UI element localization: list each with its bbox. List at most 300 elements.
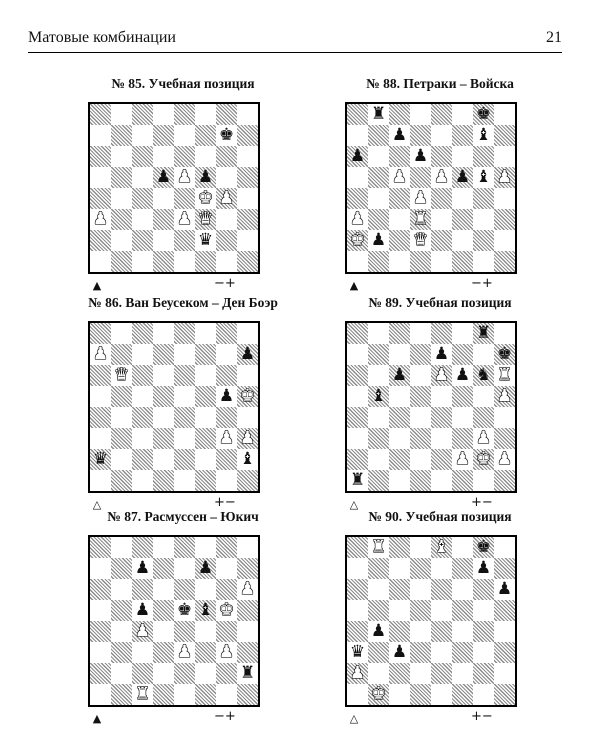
square-e8	[174, 537, 195, 558]
square-g4	[216, 621, 237, 642]
black-pawn-icon: ♟	[239, 344, 256, 364]
square-h3	[237, 642, 258, 663]
black-pawn-icon: ♟	[218, 386, 235, 406]
square-e2	[174, 230, 195, 251]
square-a4	[90, 621, 111, 642]
square-e3	[174, 428, 195, 449]
square-h3	[237, 209, 258, 230]
white-bishop-icon: ♝	[433, 537, 450, 557]
square-d7	[410, 125, 431, 146]
square-h6	[494, 365, 515, 386]
square-g7	[473, 344, 494, 365]
square-g3	[473, 209, 494, 230]
square-a4	[347, 188, 368, 209]
square-b3	[111, 642, 132, 663]
square-f7	[452, 344, 473, 365]
square-f8	[195, 537, 216, 558]
side-to-move-marker: ▲	[92, 711, 102, 725]
square-f7	[195, 344, 216, 365]
square-a8	[347, 104, 368, 125]
square-g5	[473, 600, 494, 621]
square-a8	[90, 323, 111, 344]
square-c2	[389, 663, 410, 684]
square-d8	[153, 537, 174, 558]
white-king-icon: ♚	[197, 188, 214, 208]
black-pawn-icon: ♟	[391, 365, 408, 385]
square-c2	[132, 230, 153, 251]
square-a3	[90, 428, 111, 449]
square-g8	[473, 104, 494, 125]
square-h8	[494, 537, 515, 558]
black-bishop-icon: ♝	[475, 125, 492, 145]
square-a6	[347, 146, 368, 167]
black-pawn-icon: ♟	[454, 167, 471, 187]
square-b4	[111, 188, 132, 209]
square-f6	[452, 146, 473, 167]
square-h7	[494, 344, 515, 365]
square-c2	[132, 663, 153, 684]
black-king-icon: ♚	[475, 537, 492, 557]
square-d1	[410, 470, 431, 491]
square-e3	[431, 209, 452, 230]
square-d6	[410, 146, 431, 167]
square-a3	[347, 642, 368, 663]
square-c7	[132, 125, 153, 146]
white-pawn-icon: ♟	[176, 209, 193, 229]
square-c3	[389, 209, 410, 230]
square-g7	[473, 558, 494, 579]
square-f3	[452, 209, 473, 230]
square-h3	[494, 428, 515, 449]
result-evaluation: −+	[214, 276, 236, 291]
white-king-icon: ♚	[239, 386, 256, 406]
square-c8	[389, 537, 410, 558]
square-e7	[431, 125, 452, 146]
square-b4	[368, 621, 389, 642]
square-c8	[132, 104, 153, 125]
square-e7	[174, 344, 195, 365]
square-d6	[153, 365, 174, 386]
square-b6	[368, 365, 389, 386]
square-a3	[347, 209, 368, 230]
square-b6	[368, 579, 389, 600]
square-g2	[473, 449, 494, 470]
black-pawn-icon: ♟	[391, 642, 408, 662]
square-h4	[237, 188, 258, 209]
square-f8	[452, 323, 473, 344]
chess-board	[88, 102, 260, 274]
square-g1	[473, 251, 494, 272]
square-e6	[431, 579, 452, 600]
square-c2	[389, 230, 410, 251]
square-b2	[368, 663, 389, 684]
square-c4	[132, 188, 153, 209]
white-pawn-icon: ♟	[349, 209, 366, 229]
square-c4	[132, 621, 153, 642]
square-f5	[195, 600, 216, 621]
square-g6	[473, 146, 494, 167]
square-d2	[410, 230, 431, 251]
square-c3	[132, 428, 153, 449]
square-h6	[237, 365, 258, 386]
square-e2	[431, 449, 452, 470]
square-b8	[111, 323, 132, 344]
square-b3	[111, 428, 132, 449]
white-pawn-icon: ♟	[433, 365, 450, 385]
black-queen-icon: ♛	[92, 449, 109, 469]
square-g8	[473, 323, 494, 344]
square-b7	[368, 344, 389, 365]
square-g6	[473, 579, 494, 600]
square-g3	[473, 642, 494, 663]
white-pawn-icon: ♟	[433, 167, 450, 187]
square-b8	[368, 323, 389, 344]
square-h3	[494, 642, 515, 663]
square-b5	[368, 167, 389, 188]
square-e5	[174, 167, 195, 188]
square-c5	[389, 600, 410, 621]
square-b2	[111, 449, 132, 470]
square-c7	[389, 125, 410, 146]
white-pawn-icon: ♟	[475, 428, 492, 448]
square-e1	[431, 470, 452, 491]
black-pawn-icon: ♟	[349, 146, 366, 166]
square-e3	[174, 209, 195, 230]
square-e4	[431, 407, 452, 428]
result-evaluation: +−	[471, 495, 493, 510]
square-f4	[452, 188, 473, 209]
square-c4	[389, 407, 410, 428]
square-h5	[237, 386, 258, 407]
square-d2	[153, 449, 174, 470]
square-a7	[347, 558, 368, 579]
square-c3	[389, 642, 410, 663]
square-g2	[473, 663, 494, 684]
square-b3	[368, 209, 389, 230]
square-g8	[216, 104, 237, 125]
square-e2	[431, 663, 452, 684]
square-d3	[153, 428, 174, 449]
square-b6	[111, 579, 132, 600]
square-b4	[368, 188, 389, 209]
square-f2	[195, 449, 216, 470]
square-a1	[347, 684, 368, 705]
square-c3	[132, 642, 153, 663]
square-h7	[494, 558, 515, 579]
black-pawn-icon: ♟	[370, 621, 387, 641]
diagram-caption: № 90. Учебная позиция	[368, 509, 512, 524]
square-d3	[153, 209, 174, 230]
square-a5	[90, 600, 111, 621]
square-h3	[494, 209, 515, 230]
square-e4	[174, 407, 195, 428]
square-b5	[368, 600, 389, 621]
square-g1	[216, 470, 237, 491]
chess-board	[345, 102, 517, 274]
square-b1	[368, 470, 389, 491]
square-g4	[473, 621, 494, 642]
black-pawn-icon: ♟	[197, 558, 214, 578]
square-a7	[90, 558, 111, 579]
square-a2	[347, 663, 368, 684]
square-b1	[368, 251, 389, 272]
square-f3	[195, 428, 216, 449]
square-g4	[473, 407, 494, 428]
square-d1	[153, 251, 174, 272]
square-b8	[368, 537, 389, 558]
square-g2	[473, 230, 494, 251]
white-pawn-icon: ♟	[391, 167, 408, 187]
square-h5	[237, 167, 258, 188]
white-pawn-icon: ♟	[239, 579, 256, 599]
square-g8	[216, 323, 237, 344]
square-c6	[132, 146, 153, 167]
page-number: 21	[546, 29, 562, 46]
white-pawn-icon: ♟	[218, 642, 235, 662]
square-a3	[347, 428, 368, 449]
black-pawn-icon: ♟	[496, 579, 513, 599]
square-f1	[195, 470, 216, 491]
square-b5	[111, 600, 132, 621]
square-e1	[174, 251, 195, 272]
square-d2	[410, 449, 431, 470]
square-h7	[237, 558, 258, 579]
white-pawn-icon: ♟	[92, 344, 109, 364]
square-d4	[153, 188, 174, 209]
white-queen-icon: ♛	[412, 230, 429, 250]
square-f5	[195, 386, 216, 407]
square-a2	[90, 449, 111, 470]
square-b5	[111, 386, 132, 407]
white-king-icon: ♚	[349, 230, 366, 250]
square-a2	[90, 230, 111, 251]
chess-board	[88, 321, 260, 493]
square-g2	[216, 449, 237, 470]
square-d8	[410, 323, 431, 344]
square-a1	[90, 470, 111, 491]
square-f3	[195, 642, 216, 663]
square-h5	[237, 600, 258, 621]
square-h4	[494, 188, 515, 209]
square-h2	[237, 230, 258, 251]
black-king-icon: ♚	[496, 344, 513, 364]
square-a1	[347, 251, 368, 272]
square-d8	[153, 104, 174, 125]
square-f5	[452, 167, 473, 188]
black-knight-icon: ♞	[475, 365, 492, 385]
black-queen-icon: ♛	[197, 230, 214, 250]
square-f7	[195, 125, 216, 146]
square-d6	[410, 365, 431, 386]
black-bishop-icon: ♝	[475, 167, 492, 187]
diagram-90	[345, 509, 535, 734]
square-e5	[431, 600, 452, 621]
square-h6	[494, 579, 515, 600]
square-h7	[494, 125, 515, 146]
square-c1	[389, 470, 410, 491]
diagram-caption: № 87. Расмуссен – Юкич	[107, 509, 259, 524]
square-c1	[132, 251, 153, 272]
square-e1	[174, 470, 195, 491]
square-b1	[111, 470, 132, 491]
square-h3	[237, 428, 258, 449]
square-d5	[153, 600, 174, 621]
square-g3	[216, 642, 237, 663]
black-bishop-icon: ♝	[239, 449, 256, 469]
square-g7	[216, 125, 237, 146]
square-a6	[90, 579, 111, 600]
square-b4	[368, 407, 389, 428]
square-b8	[111, 537, 132, 558]
square-h8	[237, 537, 258, 558]
side-to-move-marker: △	[349, 497, 359, 511]
square-e3	[431, 428, 452, 449]
square-a4	[90, 407, 111, 428]
square-d5	[153, 167, 174, 188]
white-king-icon: ♚	[218, 600, 235, 620]
white-pawn-icon: ♟	[176, 642, 193, 662]
square-g8	[473, 537, 494, 558]
square-d2	[153, 663, 174, 684]
square-b3	[111, 209, 132, 230]
square-f1	[195, 251, 216, 272]
square-b1	[368, 684, 389, 705]
diagram-caption: № 85. Учебная позиция	[111, 76, 255, 91]
square-d6	[153, 579, 174, 600]
square-g4	[216, 188, 237, 209]
square-c4	[389, 621, 410, 642]
square-b7	[111, 344, 132, 365]
white-king-icon: ♚	[475, 449, 492, 469]
square-h6	[237, 579, 258, 600]
side-to-move-marker: △	[92, 497, 102, 511]
square-e7	[431, 344, 452, 365]
square-f4	[195, 621, 216, 642]
square-a8	[347, 323, 368, 344]
square-a7	[90, 125, 111, 146]
square-a7	[347, 125, 368, 146]
black-king-icon: ♚	[176, 600, 193, 620]
square-b7	[368, 125, 389, 146]
square-h1	[494, 251, 515, 272]
white-pawn-icon: ♟	[496, 449, 513, 469]
square-a4	[347, 621, 368, 642]
square-e2	[174, 663, 195, 684]
square-a2	[347, 449, 368, 470]
square-h4	[494, 407, 515, 428]
diagram-86	[88, 295, 278, 520]
square-h8	[237, 323, 258, 344]
square-h4	[237, 407, 258, 428]
black-rook-icon: ♜	[239, 663, 256, 683]
square-c6	[389, 579, 410, 600]
square-e4	[174, 621, 195, 642]
square-g2	[216, 230, 237, 251]
square-e6	[431, 146, 452, 167]
black-king-icon: ♚	[475, 104, 492, 124]
white-king-icon: ♚	[370, 684, 387, 704]
square-b6	[111, 365, 132, 386]
square-c8	[132, 323, 153, 344]
square-b2	[368, 449, 389, 470]
square-g8	[216, 537, 237, 558]
square-f7	[195, 558, 216, 579]
square-d1	[153, 470, 174, 491]
square-b4	[111, 621, 132, 642]
square-e5	[431, 167, 452, 188]
square-f6	[195, 365, 216, 386]
square-e7	[174, 125, 195, 146]
square-f5	[195, 167, 216, 188]
square-b7	[111, 558, 132, 579]
square-c8	[132, 537, 153, 558]
square-f3	[452, 642, 473, 663]
chess-board	[345, 535, 517, 707]
square-d6	[153, 146, 174, 167]
square-g6	[473, 365, 494, 386]
square-d3	[410, 428, 431, 449]
white-pawn-icon: ♟	[218, 428, 235, 448]
square-a1	[90, 251, 111, 272]
square-e1	[431, 251, 452, 272]
square-c7	[132, 344, 153, 365]
white-queen-icon: ♛	[113, 365, 130, 385]
diagram-caption: № 86. Ван Беусеком – Ден Боэр	[88, 295, 278, 310]
square-a2	[347, 230, 368, 251]
square-f4	[195, 407, 216, 428]
square-h2	[237, 449, 258, 470]
square-g7	[473, 125, 494, 146]
square-c4	[132, 407, 153, 428]
square-f8	[452, 537, 473, 558]
square-f1	[452, 470, 473, 491]
square-b2	[111, 230, 132, 251]
square-h6	[494, 146, 515, 167]
square-c7	[389, 558, 410, 579]
square-c5	[132, 600, 153, 621]
result-evaluation: +−	[471, 709, 493, 724]
square-c3	[389, 428, 410, 449]
square-f8	[452, 104, 473, 125]
square-g5	[473, 386, 494, 407]
square-g1	[473, 684, 494, 705]
square-h2	[237, 663, 258, 684]
diagram-89	[345, 295, 535, 520]
black-pawn-icon: ♟	[197, 167, 214, 187]
chess-board	[88, 535, 260, 707]
square-g1	[473, 470, 494, 491]
square-c1	[132, 684, 153, 705]
square-d5	[410, 600, 431, 621]
square-f7	[452, 558, 473, 579]
square-a3	[90, 209, 111, 230]
white-pawn-icon: ♟	[349, 663, 366, 683]
square-e8	[431, 323, 452, 344]
square-e8	[174, 104, 195, 125]
square-f3	[452, 428, 473, 449]
black-pawn-icon: ♟	[433, 344, 450, 364]
white-pawn-icon: ♟	[176, 167, 193, 187]
square-g1	[216, 684, 237, 705]
square-b7	[111, 125, 132, 146]
square-a6	[90, 365, 111, 386]
diagram-caption: № 89. Учебная позиция	[368, 295, 512, 310]
square-b8	[111, 104, 132, 125]
square-d3	[410, 209, 431, 230]
square-g5	[216, 167, 237, 188]
square-g3	[216, 209, 237, 230]
square-h8	[494, 104, 515, 125]
